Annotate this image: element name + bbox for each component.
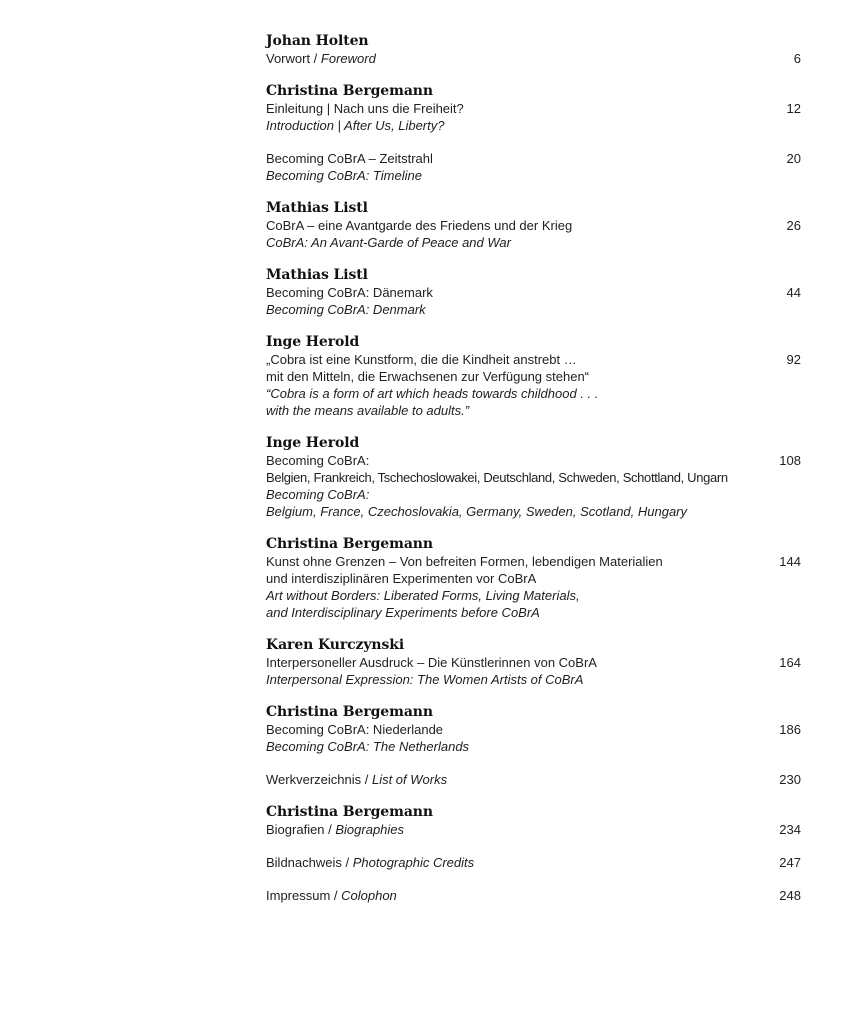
toc-entry (266, 150, 801, 184)
toc-title-line (266, 671, 801, 688)
toc-title-line (266, 217, 801, 234)
toc-page-number: 144 (779, 554, 801, 569)
toc-title-line (266, 604, 801, 621)
toc-entry (266, 334, 801, 419)
toc-title-text: „Cobra ist eine Kunstform, die die Kindheit anstrebt … (266, 352, 577, 367)
toc-title-text: Biographies (335, 822, 405, 837)
toc-title-line (266, 854, 801, 871)
toc-title-line (266, 503, 801, 520)
toc-page-number: 247 (779, 855, 801, 870)
toc-title-text: Belgium, France, Czechoslovakia, Germany, Sweden, Scotland, Hungary (266, 504, 688, 519)
toc-title-line (266, 351, 801, 368)
toc-entry (266, 536, 801, 621)
toc-entry (266, 887, 801, 904)
toc-title-line (266, 738, 801, 755)
toc-title-line (266, 469, 801, 486)
toc-title-text: Vorwort / (266, 51, 321, 66)
toc-title-line (266, 284, 801, 301)
toc-entry (266, 33, 801, 67)
toc-title-line (266, 234, 801, 251)
toc-page-number: 234 (779, 822, 801, 837)
toc-title-text: Becoming CoBrA: Niederlande (266, 722, 444, 737)
toc-page-number: 92 (786, 352, 801, 367)
toc-title-text: Interpersonal Expression: The Women Artists of CoBrA (266, 672, 584, 687)
toc-title-line (266, 486, 801, 503)
toc-title-text: Becoming CoBrA: Timeline (266, 168, 422, 183)
toc-title-text: with the means available to adults.” (266, 403, 470, 418)
toc-author: Mathias Listl (266, 267, 368, 283)
toc-title-text: Becoming CoBrA: (266, 487, 370, 502)
toc-title-text: Colophon (341, 888, 397, 903)
toc-author: Christina Bergemann (266, 83, 433, 99)
toc-title-text: Becoming CoBrA: The Netherlands (266, 739, 470, 754)
toc-title-text: Belgien, Frankreich, Tschechoslowakei, Deutschland, Schweden, Schottland, Ungarn (266, 470, 728, 485)
toc-entry (266, 804, 801, 838)
toc-title-line (266, 587, 801, 604)
toc-page-number: 6 (793, 51, 801, 66)
toc-page-number: 230 (779, 772, 801, 787)
toc-author: Mathias Listl (266, 200, 368, 216)
toc-title-text: Interpersoneller Ausdruck – Die Künstlerinnen von CoBrA (266, 655, 597, 670)
toc-title-text: and Interdisciplinary Experiments before CoBrA (266, 605, 540, 620)
toc-author: Inge Herold (266, 334, 360, 350)
toc-title-text: Becoming CoBrA: Denmark (266, 302, 426, 317)
toc-title-line (266, 553, 801, 570)
toc-title-text: Becoming CoBrA: Dänemark (266, 285, 433, 300)
toc-title-text: Becoming CoBrA: (266, 453, 370, 468)
toc-title-line (266, 821, 801, 838)
toc-title-line (266, 368, 801, 385)
toc-title-line (266, 150, 801, 167)
toc-title-text: Photographic Credits (352, 855, 475, 870)
toc-page-number: 186 (779, 722, 801, 737)
toc-title-line (266, 100, 801, 117)
toc-title-text: CoBrA – eine Avantgarde des Friedens und der Krieg (266, 218, 573, 233)
toc-entry (266, 435, 801, 520)
toc-title-text: mit den Mitteln, die Erwachsenen zur Verfügung stehen“ (266, 369, 590, 384)
toc-title-text: und interdisziplinären Experimenten vor CoBrA (266, 571, 537, 586)
toc-title-line (266, 771, 801, 788)
toc-title-text: CoBrA: An Avant-Garde of Peace and War (266, 235, 511, 250)
table-of-contents (266, 33, 801, 920)
toc-title-line (266, 887, 801, 904)
toc-title-line (266, 50, 801, 67)
toc-entry (266, 267, 801, 318)
toc-title-text: Introduction | After Us, Liberty? (266, 118, 445, 133)
toc-title-text: Impressum / (266, 888, 342, 903)
toc-title-line (266, 570, 801, 587)
toc-author: Inge Herold (266, 435, 360, 451)
toc-title-line (266, 117, 801, 134)
toc-title-text: List of Works (371, 772, 448, 787)
toc-title-text: Bildnachweis / (266, 855, 353, 870)
toc-author: Christina Bergemann (266, 704, 433, 720)
toc-author: Karen Kurczynski (266, 637, 405, 653)
toc-entry (266, 854, 801, 871)
toc-page-number: 26 (786, 218, 801, 233)
toc-title-line (266, 721, 801, 738)
toc-title-text: “Cobra is a form of art which heads towards childhood . . . (266, 386, 599, 401)
toc-page-number: 164 (779, 655, 801, 670)
toc-title-line (266, 385, 801, 402)
toc-entry (266, 200, 801, 251)
toc-author: Christina Bergemann (266, 536, 433, 552)
toc-title-line (266, 654, 801, 671)
toc-title-line (266, 167, 801, 184)
toc-title-line (266, 402, 801, 419)
toc-title-text: Einleitung | Nach uns die Freiheit? (266, 101, 464, 116)
toc-entry (266, 704, 801, 755)
toc-title-line (266, 301, 801, 318)
toc-entry (266, 637, 801, 688)
toc-title-text: Biografien / (266, 822, 336, 837)
toc-entry (266, 771, 801, 788)
toc-page-number: 44 (786, 285, 801, 300)
toc-author: Johan Holten (266, 33, 369, 49)
toc-title-text: Kunst ohne Grenzen – Von befreiten Formen, lebendigen Materialien (266, 554, 663, 569)
toc-author: Christina Bergemann (266, 804, 433, 820)
toc-page-number: 108 (779, 453, 801, 468)
toc-page-number: 12 (786, 101, 801, 116)
toc-title-text: Art without Borders: Liberated Forms, Living Materials, (266, 588, 580, 603)
toc-title-line (266, 452, 801, 469)
toc-title-text: Becoming CoBrA – Zeitstrahl (266, 151, 433, 166)
toc-title-text: Foreword (320, 51, 376, 66)
toc-page-number: 248 (779, 888, 801, 903)
toc-entry (266, 83, 801, 134)
toc-page-number: 20 (786, 151, 801, 166)
toc-title-text: Werkverzeichnis / (266, 772, 372, 787)
